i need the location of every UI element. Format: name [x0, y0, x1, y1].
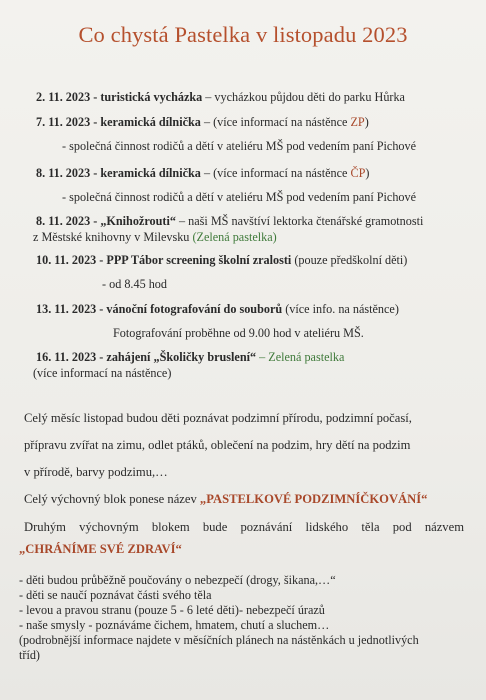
event-5-text: (pouze předškolní děti): [291, 253, 408, 267]
event-2-text: – (více informací na nástěnce: [200, 115, 351, 129]
block-name-intro: Celý výchovný blok ponese název: [24, 492, 200, 506]
event-2: [36, 115, 369, 130]
event-3-date: 8. 11. 2023 - keramická dílnička: [36, 166, 201, 180]
event-4-date: 8. 11. 2023 - „Knihožrouti“: [36, 214, 176, 228]
event-6: [36, 302, 399, 317]
event-4-text: – naši MŠ navštíví lektorka čtenářské gramotnosti: [175, 214, 424, 228]
paragraph-line-4: [24, 492, 427, 507]
event-4-green-label: (Zelená pastelka): [192, 230, 277, 244]
paragraph-line-5: Druhým výchovným blokem bude poznávání lidského těla pod názvem: [24, 520, 464, 534]
bullet-4: - naše smysly - poznáváme čichem, hmatem, chutí a sluchem…: [19, 618, 330, 632]
event-2-detail: - společná činnost rodičů a dětí v ateliéru MŠ pod vedením paní Pichové: [62, 139, 417, 153]
event-3: [36, 166, 369, 181]
event-3-text: – (více informací na nástěnce: [200, 166, 351, 180]
event-4-line2-text: z Městské knihovny v Milevsku: [33, 230, 193, 244]
event-2-text-end: ): [364, 115, 369, 129]
bullet-6: tříd): [19, 648, 40, 662]
paragraph-line-1: Celý měsíc listopad budou děti poznávat podzimní přírodu, podzimní počasí,: [24, 411, 412, 425]
event-1-text: – vycházkou půjdou děti do parku Hůrka: [202, 90, 405, 104]
bullet-1: - děti budou průběžně poučovány o nebezpečí (drogy, šikana,…“: [19, 573, 336, 587]
paragraph-line-2: přípravu zvířat na zimu, odlet ptáků, oblečení na podzim, hry dětí na podzim: [24, 438, 411, 452]
block-name-health: „CHRÁNÍME SVÉ ZDRAVÍ“: [19, 542, 182, 556]
bullet-2: - děti se naučí poznávat části svého těla: [19, 588, 212, 602]
event-6-detail: Fotografování proběhne od 9.00 hod v ateliéru MŠ.: [113, 326, 364, 340]
event-5-detail: - od 8.45 hod: [102, 277, 167, 291]
event-2-board-tag: ZP: [350, 115, 365, 129]
event-1-date: 2. 11. 2023 - turistická vycházka: [36, 90, 203, 104]
event-1: [36, 90, 405, 105]
event-6-text: (více info. na nástěnce): [282, 302, 399, 316]
event-3-board-tag: ČP: [350, 166, 366, 180]
event-4: [36, 214, 423, 229]
event-2-date: 7. 11. 2023 - keramická dílnička: [36, 115, 201, 129]
event-7-green-label: – Zelená pastelka: [256, 350, 345, 364]
bullet-5: (podrobnější informace najdete v měsíčních plánech na nástěnkách u jednotlivých: [19, 633, 419, 647]
page-title: Co chystá Pastelka v listopadu 2023: [78, 22, 408, 47]
event-5: [36, 253, 407, 268]
block-name-autumn: „PASTELKOVÉ PODZIMNÍČKOVÁNÍ“: [199, 492, 428, 506]
event-7: [36, 350, 344, 365]
event-6-date: 13. 11. 2023 - vánoční fotografování do souborů: [36, 302, 283, 316]
paragraph-line-3: v přírodě, barvy podzimu,…: [24, 465, 168, 479]
event-7-line2: (více informací na nástěnce): [33, 366, 172, 380]
event-4-line2: [33, 230, 277, 245]
event-7-date: 16. 11. 2023 - zahájení „Školičky bruslení“: [36, 350, 257, 364]
event-3-text-end: ): [365, 166, 370, 180]
bullet-3: - levou a pravou stranu (pouze 5 - 6 leté děti)- nebezpečí úrazů: [19, 603, 325, 617]
event-5-date: 10. 11. 2023 - PPP Tábor screening školní zralosti: [36, 253, 292, 267]
event-3-detail: - společná činnost rodičů a dětí v ateliéru MŠ pod vedením paní Pichové: [62, 190, 417, 204]
